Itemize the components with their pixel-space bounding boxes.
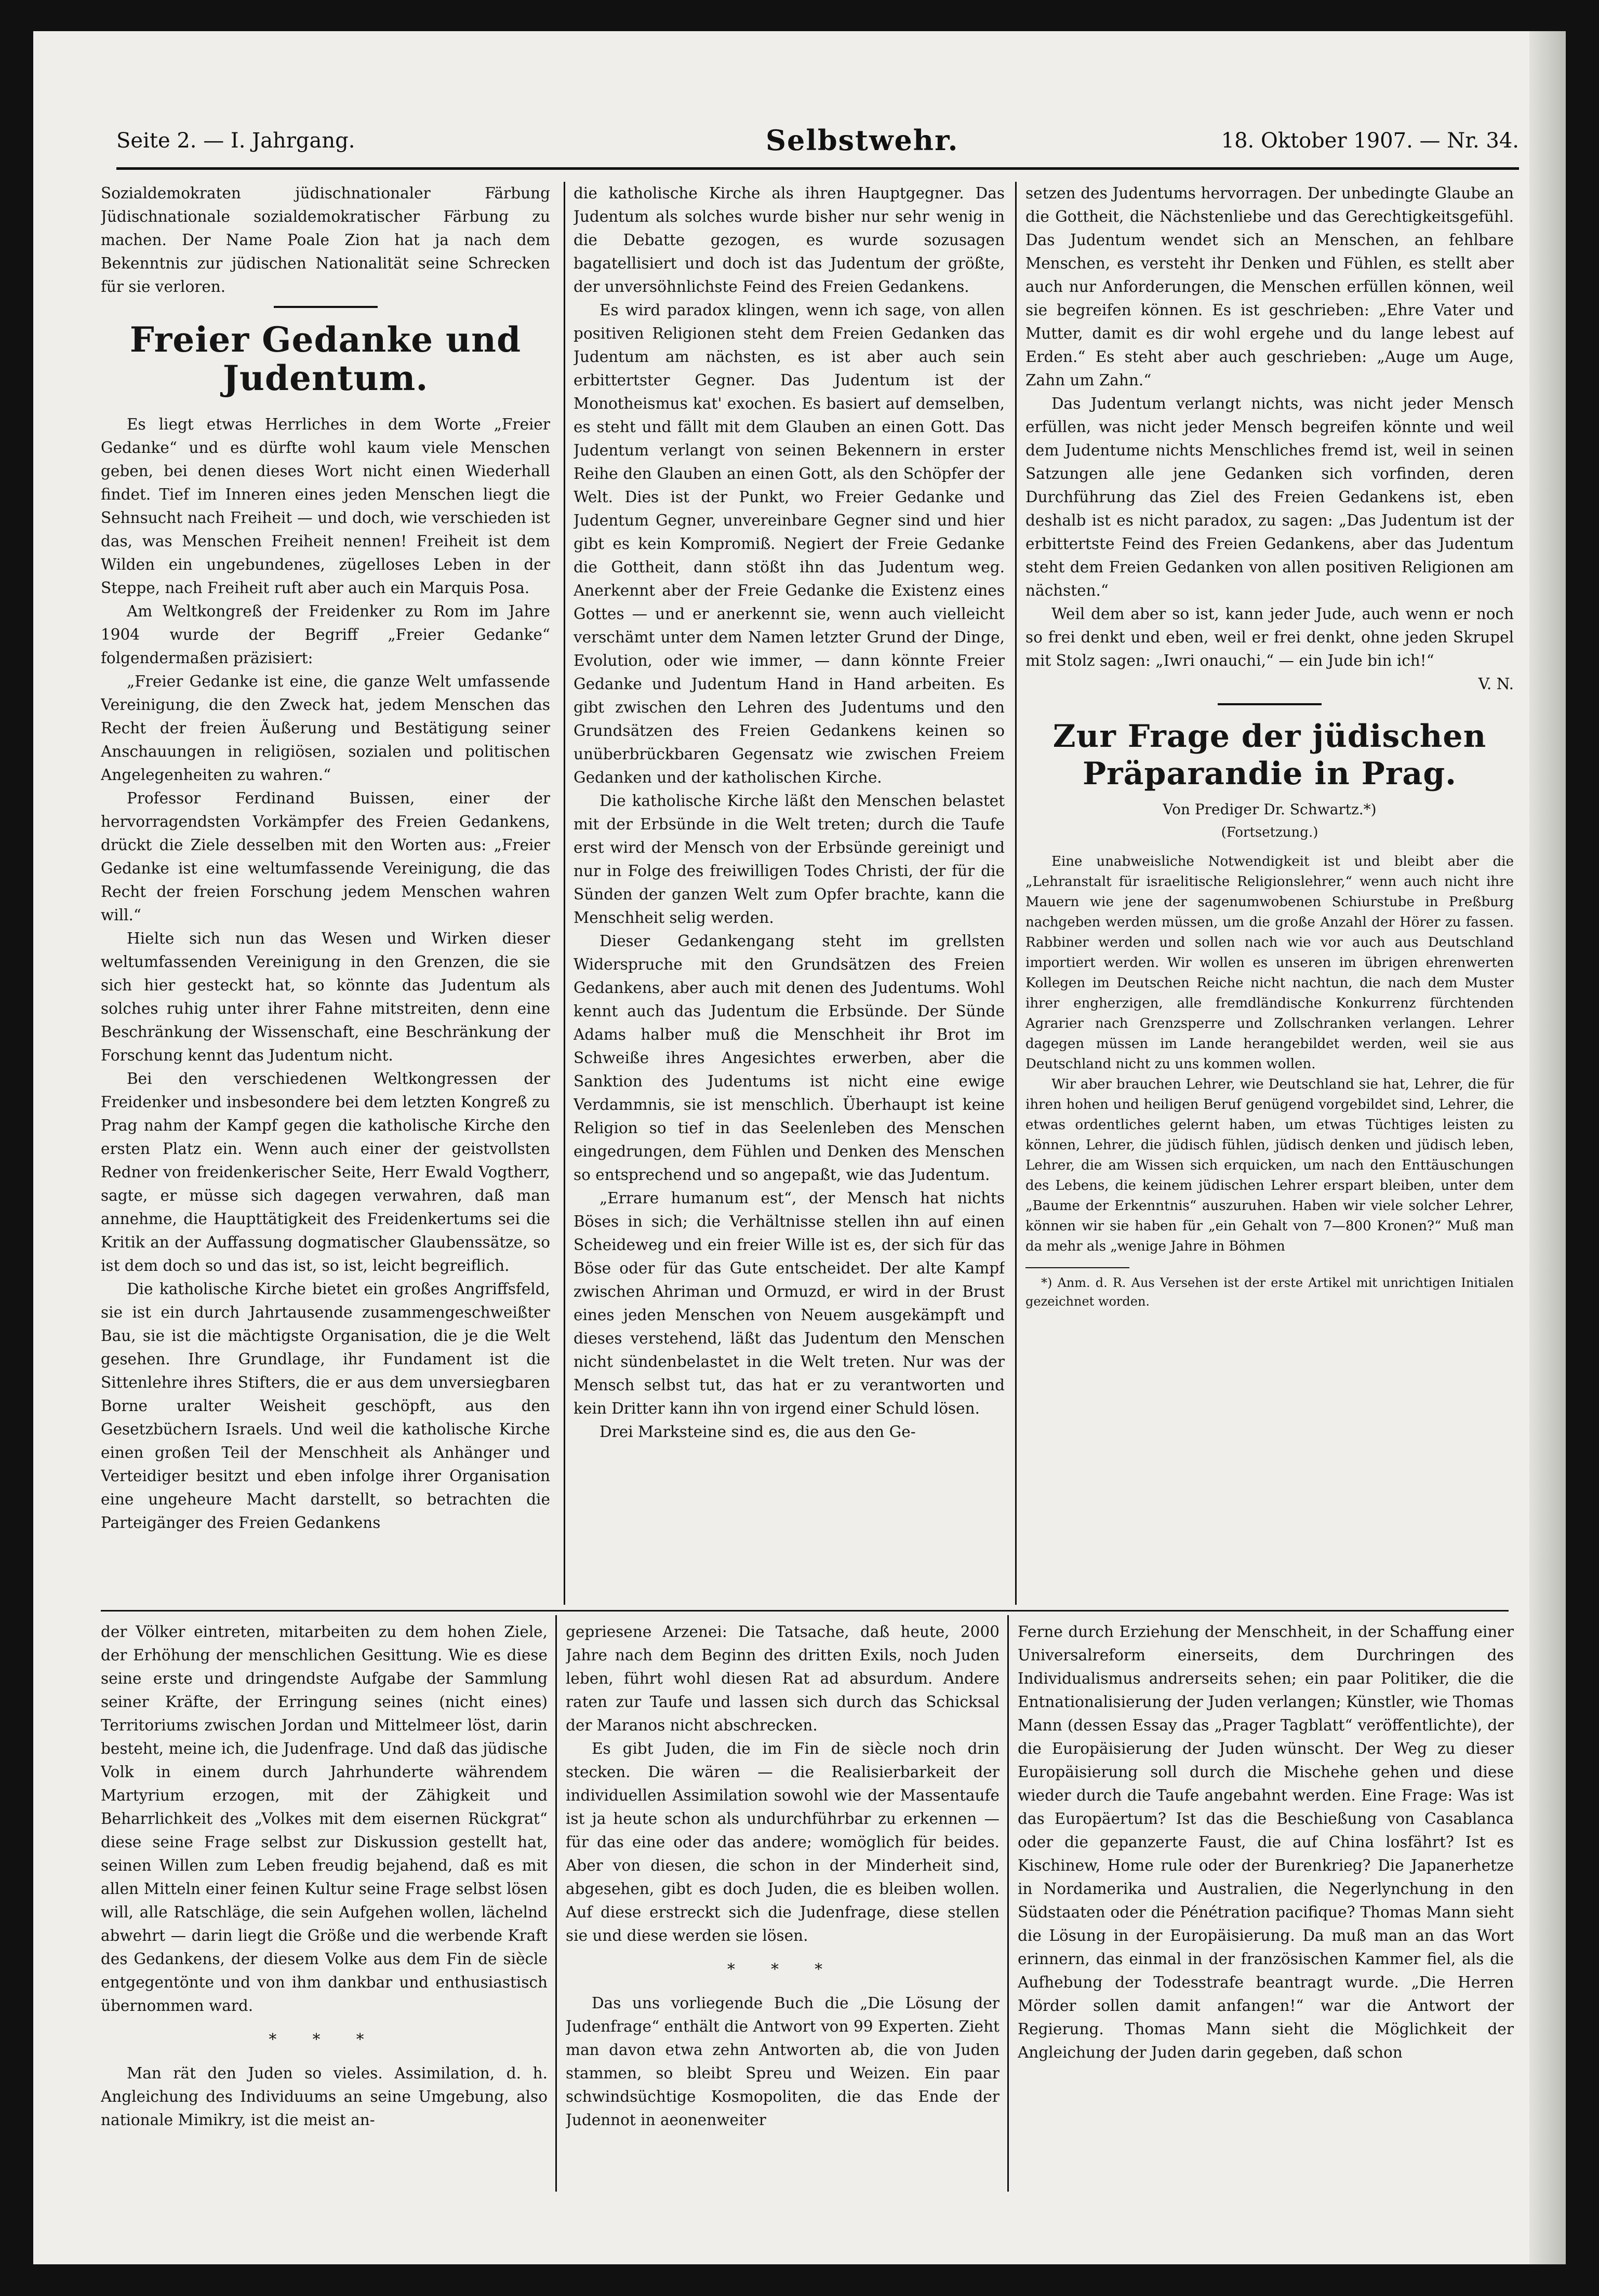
article-column-1	[101, 182, 550, 1600]
paragraph: Die katholische Kirche läßt den Menschen belastet mit der Erbsünde in die Welt treten; durch die Taufe erst wird der Mensch von der Erbsünde gereinigt und nur in Folge des freiwilligen Todes Christi, der für die Sünden der ganzen Welt zum Opfer brachte, kann die Menschheit selig werden.	[574, 792, 1005, 927]
column-divider-1	[564, 182, 565, 1605]
short-rule	[274, 306, 378, 308]
paragraph: Man rät den Juden so vieles. Assimilation, d. h. Angleichung des Individuums an seine Umgebung, also nationale Mimikry, ist die meist an-	[101, 2064, 548, 2129]
section-divider	[101, 1610, 1509, 1612]
header-date-issue: 18. Oktober 1907. — Nr. 34.	[1221, 129, 1519, 153]
header-page-number: Seite 2. — I. Jahrgang.	[116, 129, 355, 153]
article-title: Freier Gedanke und Judentum.	[129, 319, 522, 398]
header-masthead: Selbstwehr.	[766, 124, 959, 157]
paragraph: die katholische Kirche als ihren Hauptgegner. Das Judentum als solches wurde bisher nur sehr wenig in die Debatte gezogen, es wurde sozusagen bagatellisiert und doch ist das Judentum der größte, der unversöhnlichste Feind des Freien Gedankens.	[574, 184, 1005, 296]
footnote-rule	[1025, 1267, 1129, 1268]
paragraph: Das uns vorliegende Buch die „Die Lösung der Judenfrage“ enthält die Antwort von 99 Experten. Zieht man davon etwa zehn Antworten ab, die von Juden stammen, so bleibt Spreu und Weizen. Ein paar schwindsüchtige Kosmopoliten, die das Ende der Judennot in aeonenweiter	[566, 1994, 1000, 2129]
paragraph: Bei den verschiedenen Weltkongressen der Freidenker und insbesondere bei dem letzten Kongreß zu Prag nahm der Kampf gegen die katholische Kirche den ersten Platz ein. Wenn auch einer der geistvollsten Redner von freidenkerischer Seite, Herr Ewald Vogtherr, sagte, er müsse sich dagegen verwahren, daß man annehme, die Haupttätigkeit des Freidenkertums sei die Kritik an der Auffassung dogmatischer Glaubenssätze, so ist dem doch so und das ist, so ist, leicht begreiflich.	[101, 1070, 550, 1274]
paragraph: Ferne durch Erziehung der Menschheit, in der Schaffung einer Universalreform einerseits, dem Durchringen des Individualismus andrerseits sehen; ein paar Politiker, die die Entnationalisierung der Juden verlangen; Künstler, wie Thomas Mann (dessen Essay das „Prager Tagblatt“ veröffentlichte), der die Europäisierung der Juden wünscht. Der Weg zu dieser Europäisierung soll durch die Mischehe gehen und diese wieder durch die Taufe angebahnt werden. Eine Frage: Was ist das Europäertum? Ist das die Beschießung von Casablanca oder die gepanzerte Faust, die auf China losfährt? Ist es Kischinew, Home rule oder der Burenkrieg? Die Japanerhetze in Nordamerika und Australien, die Negerlynchung in den Südstaaten oder die Pénétration pacifique? Thomas Mann sieht die Lösung in der Europäisierung. Da muß man an das Wort erinnern, das einmal in der französischen Kammer fiel, als die Aufhebung der Todesstrafe beantragt wurde. „Die Herren Mörder sollen damit anfangen!“ war die Antwort der Regierung. Thomas Mann sieht die Möglichkeit der Angleichung der Juden darin gegeben, daß schon	[1018, 1623, 1514, 2061]
paragraph: Es liegt etwas Herrliches in dem Worte „Freier Gedanke“ und es dürfte wohl kaum viele Menschen geben, bei denen dieses Wort nicht einen Wiederhall findet. Tief im Inneren eines jeden Menschen liegt die Sehnsucht nach Freiheit — und doch, wie verschieden ist das, was Menschen Freiheit nennen! Freiheit ist dem Wilden ein ungebundenes, zügelloses Leben in der Steppe, nach Freiheit ruft aber auch ein Marquis Posa.	[101, 415, 550, 597]
paragraph: Hielte sich nun das Wesen und Wirken dieser weltumfassenden Vereinigung in den Grenzen, die sie sich hier gesteckt hat, so könnte das Judentum als solches ruhig unter ihrer Fahne mitstreiten, denn eine Beschränkung der Wissenschaft, eine Beschränkung der Forschung kennt das Judentum nicht.	[101, 930, 550, 1064]
lower-divider-1	[555, 1615, 557, 2192]
paragraph: Professor Ferdinand Buissen, einer der hervorragendsten Vorkämpfer des Freien Gedankens, drückt die Ziele desselben mit den Worten aus: „Freier Gedanke ist eine weltumfassende Vereinigung, die das Recht der freien Forschung jedem Menschen wahren will.“	[101, 789, 550, 924]
lower-column-3	[1018, 1620, 1514, 2192]
paragraph: Am Weltkongreß der Freidenker zu Rom im Jahre 1904 wurde der Begriff „Freier Gedanke“ folgendermaßen präzisiert:	[101, 602, 550, 667]
newspaper-page	[33, 31, 1566, 2264]
paragraph: „Freier Gedanke ist eine, die ganze Welt umfassende Vereinigung, die den Zweck hat, jedem Menschen das Recht der freien Äußerung und Bestätigung seiner Anschauungen in religiösen, sozialen und politischen Angelegenheiten zu wahren.“	[101, 673, 550, 784]
paragraph: Drei Marksteine sind es, die aus den Ge-	[599, 1423, 916, 1441]
paragraph: setzen des Judentums hervorragen. Der unbedingte Glaube an die Gottheit, die Nächstenliebe und das Gerechtigkeitsgefühl. Das Judentum wendet sich an Menschen, an fehlbare Menschen, es versteht ihr Denken und Fühlen, es stellt aber auch nur Anforderungen, die Menschen erfüllen können, weil sie begreifen können. Es ist geschrieben: „Ehre Vater und Mutter, damit es dir wohl ergehe und du lange lebest auf Erden.“ Es steht aber auch geschrieben: „Auge um Auge, Zahn um Zahn.“	[1025, 184, 1514, 389]
article-column-2	[574, 182, 1005, 1600]
section-separator: * * *	[727, 1961, 838, 1978]
page-header	[116, 124, 1519, 165]
page-edge-shadow	[1529, 31, 1566, 2264]
paragraph: Wir aber brauchen Lehrer, wie Deutschland sie hat, Lehrer, die für ihren hohen und heiligen Beruf genügend vorgebildet sind, Lehrer, die etwas ordentliches gelernt haben, um etwas Tüchtiges leisten zu können, Lehrer, die jüdisch fühlen, jüdisch denken und jüdisch leben, Lehrer, die am Wissen sich erquicken, um nach den Enttäuschungen des Lebens, die keinem jüdischen Lehrer erspart bleiben, unter dem „Baume der Erkenntnis“ auszuruhen. Haben wir viele solcher Lehrer, können wir sie haben für „ein Gehalt von 7—800 Kronen?“ Muß man da mehr als „wenige Jahre in Böhmen	[1025, 1077, 1514, 1254]
article-byline: Von Prediger Dr. Schwartz.*)	[1163, 801, 1377, 818]
author-signature: V. N.	[1478, 675, 1514, 693]
article-title: Zur Frage der jüdischen Präparandie in Prag.	[1052, 718, 1487, 792]
paragraph: Es wird paradox klingen, wenn ich sage, von allen positiven Religionen steht dem Freien Gedanken das Judentum am nächsten, es ist aber auch sein erbittertster Gegner. Das Judentum ist der Monotheismus kat' exochen. Es basiert auf demselben, es steht und fällt mit dem Glauben an einen Gott. Das Judentum verlangt von seinen Bekennern in erster Reihe den Glauben an einen Gott, als den Schöpfer der Welt. Dies ist der Punkt, wo Freier Gedanke und Judentum Gegner, unvereinbare Gegner sind und hier gibt es kein Kompromiß. Negiert der Freie Gedanke die Gottheit, dann stößt ihn das Judentum weg. Anerkennt aber der Freie Gedanke die Existenz eines Gottes — und er anerkennt sie, wenn auch vielleicht verschämt unter dem Namen letzter Grund der Dinge, Evolution, oder wie immer, — dann könnte Freier Gedanke und Judentum Hand in Hand arbeiten. Es gibt zwischen den Lehren des Judentums und den Grundsätzen des Freien Gedankens keinen so unüberbrückbaren Gegensatz wie zwischen Freiem Gedanken und der katholischen Kirche.	[574, 301, 1005, 786]
header-rule	[116, 167, 1519, 170]
lower-divider-2	[1007, 1615, 1009, 2192]
short-rule	[1218, 703, 1322, 705]
paragraph: gepriesene Arzenei: Die Tatsache, daß heute, 2000 Jahre nach dem Beginn des dritten Exils, noch Juden leben, führt wohl diesen Rat ad absurdum. Andere raten zur Taufe und lassen sich durch das Schicksal der Maranos nicht abschrecken.	[566, 1623, 1000, 1734]
article-column-3	[1025, 182, 1514, 1600]
paragraph: Das Judentum verlangt nichts, was nicht jeder Mensch erfüllen, was nicht jeder Mensch begreifen könnte und weil dem Judentume nichts Menschliches fremd ist, weil in seinen Satzungen alle jene Gedanken sich vorfinden, deren Durchführung das Ziel des Freien Gedankens ist, eben deshalb ist es nicht paradox, zu sagen: „Das Judentum ist der erbittertste Feind des Freien Gedankens, aber das Judentum steht dem Freien Gedanken von allen positiven Religionen am nächsten.“	[1025, 395, 1514, 599]
lower-column-1	[101, 1620, 548, 2192]
paragraph: der Völker eintreten, mitarbeiten zu dem hohen Ziele, der Erhöhung der menschlichen Gesittung. Wie es diese seine erste und dringendste Aufgabe der Sammlung seiner Kräfte, der Erringung seines (nicht eines) Territoriums zwischen Jordan und Mittelmeer löst, darin besteht, meine ich, die Judenfrage. Und daß das jüdische Volk in einem durch Jahrhunderte währendem Martyrium erzogen, mit der Zähigkeit und Beharrlichkeit des „Volkes mit dem eisernen Rückgrat“ diese seine Frage selbst zur Diskussion gestellt hat, seinen Willen zum Leben freudig bejahend, daß es mit allen Mitteln einer feinen Kultur seine Frage selbst lösen will, alle Ratschläge, die sein Aufgehen wollen, lächelnd abwehrt — darin liegt die Größe und die werbende Kraft des Gedankens, der diesem Volke aus dem Fin de siècle entgegentönte und von ihm dankbar und enthusiastisch übernommen ward.	[101, 1623, 548, 2015]
paragraph: Dieser Gedankengang steht im grellsten Widerspruche mit den Grundsätzen des Freien Gedankens, aber auch mit denen des Judentums. Wohl kennt auch das Judentum die Erbsünde. Der Sünde Adams halber muß die Menschheit ihr Brot im Schweiße ihres Angesichtes erwerben, aber die Sanktion des Judentums ist nicht eine ewige Verdammnis, sie ist menschlich. Überhaupt ist keine Religion so tief in das Seelenleben des Menschen eingedrungen, dem Fühlen und Denken des Menschen so entsprechend und so angepaßt, wie das Judentum.	[574, 932, 1005, 1184]
lower-column-2	[566, 1620, 1000, 2192]
paragraph: Die katholische Kirche bietet ein großes Angriffsfeld, sie ist ein durch Jahrtausende zusammengeschweißter Bau, sie ist die mächtigste Organisation, die je die Welt gesehen. Ihre Grundlage, ihr Fundament ist die Sittenlehre ihres Stifters, die er aus dem unversiegbaren Borne uralter Weisheit geschöpft, aus den Gesetzbüchern Israels. Und weil die katholische Kirche einen großen Teil der Menschheit als Anhänger und Verteidiger besitzt und eben infolge ihrer Organisation eine ungeheure Macht darstellt, so betrachten die Parteigänger des Freien Gedankens	[101, 1280, 550, 1532]
section-separator: * * *	[269, 2031, 380, 2048]
paragraph: Weil dem aber so ist, kann jeder Jude, auch wenn er noch so frei denkt und eben, weil er frei denkt, ohne jeden Skrupel mit Stolz sagen: „Iwri onauchi,“ — ein Jude bin ich!“	[1025, 605, 1514, 669]
paragraph: Es gibt Juden, die im Fin de siècle noch drin stecken. Die wären — die Realisierbarkeit der individuellen Assimilation sowohl wie der Massentaufe ist ja heute schon als undurchführbar zu erkennen — für das eine oder das andere; womöglich für beides. Aber von diesen, die schon in der Minderheit sind, abgesehen, gibt es doch Juden, die es bleiben wollen. Auf diese erstreckt sich die Judenfrage, diese stellen sie und diese werden sie lösen.	[566, 1740, 1000, 1944]
continuation-note: (Fortsetzung.)	[1221, 825, 1318, 840]
paragraph: „Errare humanum est“, der Mensch hat nichts Böses in sich; die Verhältnisse stellen ihn auf einen Scheideweg und ein freier Wille ist es, der sich für das Böse oder für das Gute entscheidet. Der alte Kampf zwischen Ahriman und Ormuzd, er wird in der Brust eines jeden Menschen von Neuem ausgekämpft und dieses verstehend, läßt das Judentum den Menschen nicht sündenbelastet in die Welt treten. Nur was der Mensch selbst tut, das hat er zu verantworten und kein Dritter kann ihn von irgend einer Schuld lösen.	[574, 1189, 1005, 1417]
paragraph: Eine unabweisliche Notwendigkeit ist und bleibt aber die „Lehranstalt für israelitische Religionslehrer,“ wenn auch nicht ihre Mauern wie jene der sagenumwobenen Schiurstube in Preßburg nachgeben werden müssen, um die große Anzahl der Hörer zu fassen. Rabbiner werden und sollen nach wie vor auch aus Deutschland importiert werden. Wir wollen es unseren im übrigen ehrenwerten Kollegen im Deutschen Reiche nicht nachtun, die nach dem Muster ihrer engherzigen, alle fremdländische Konkurrenz fürchtenden Agrarier nach Grenzsperre und Zollschranken verlangen. Lehrer dagegen müssen im Lande herangebildet werden, weil sie aus Deutschland nicht zu uns kommen wollen.	[1025, 854, 1514, 1072]
footnote: *) Anm. d. R. Aus Versehen ist der erste Artikel mit unrichtigen Initialen gezeichnet worden.	[1025, 1275, 1514, 1309]
column-divider-2	[1015, 182, 1017, 1605]
paragraph: Sozialdemokraten jüdischnationaler Färbung Jüdischnationale sozialdemokratischer Färbung zu machen. Der Name Poale Zion hat ja nach dem Bekenntnis zur jüdischen Nationalität seine Schrecken für sie verloren.	[101, 184, 550, 296]
